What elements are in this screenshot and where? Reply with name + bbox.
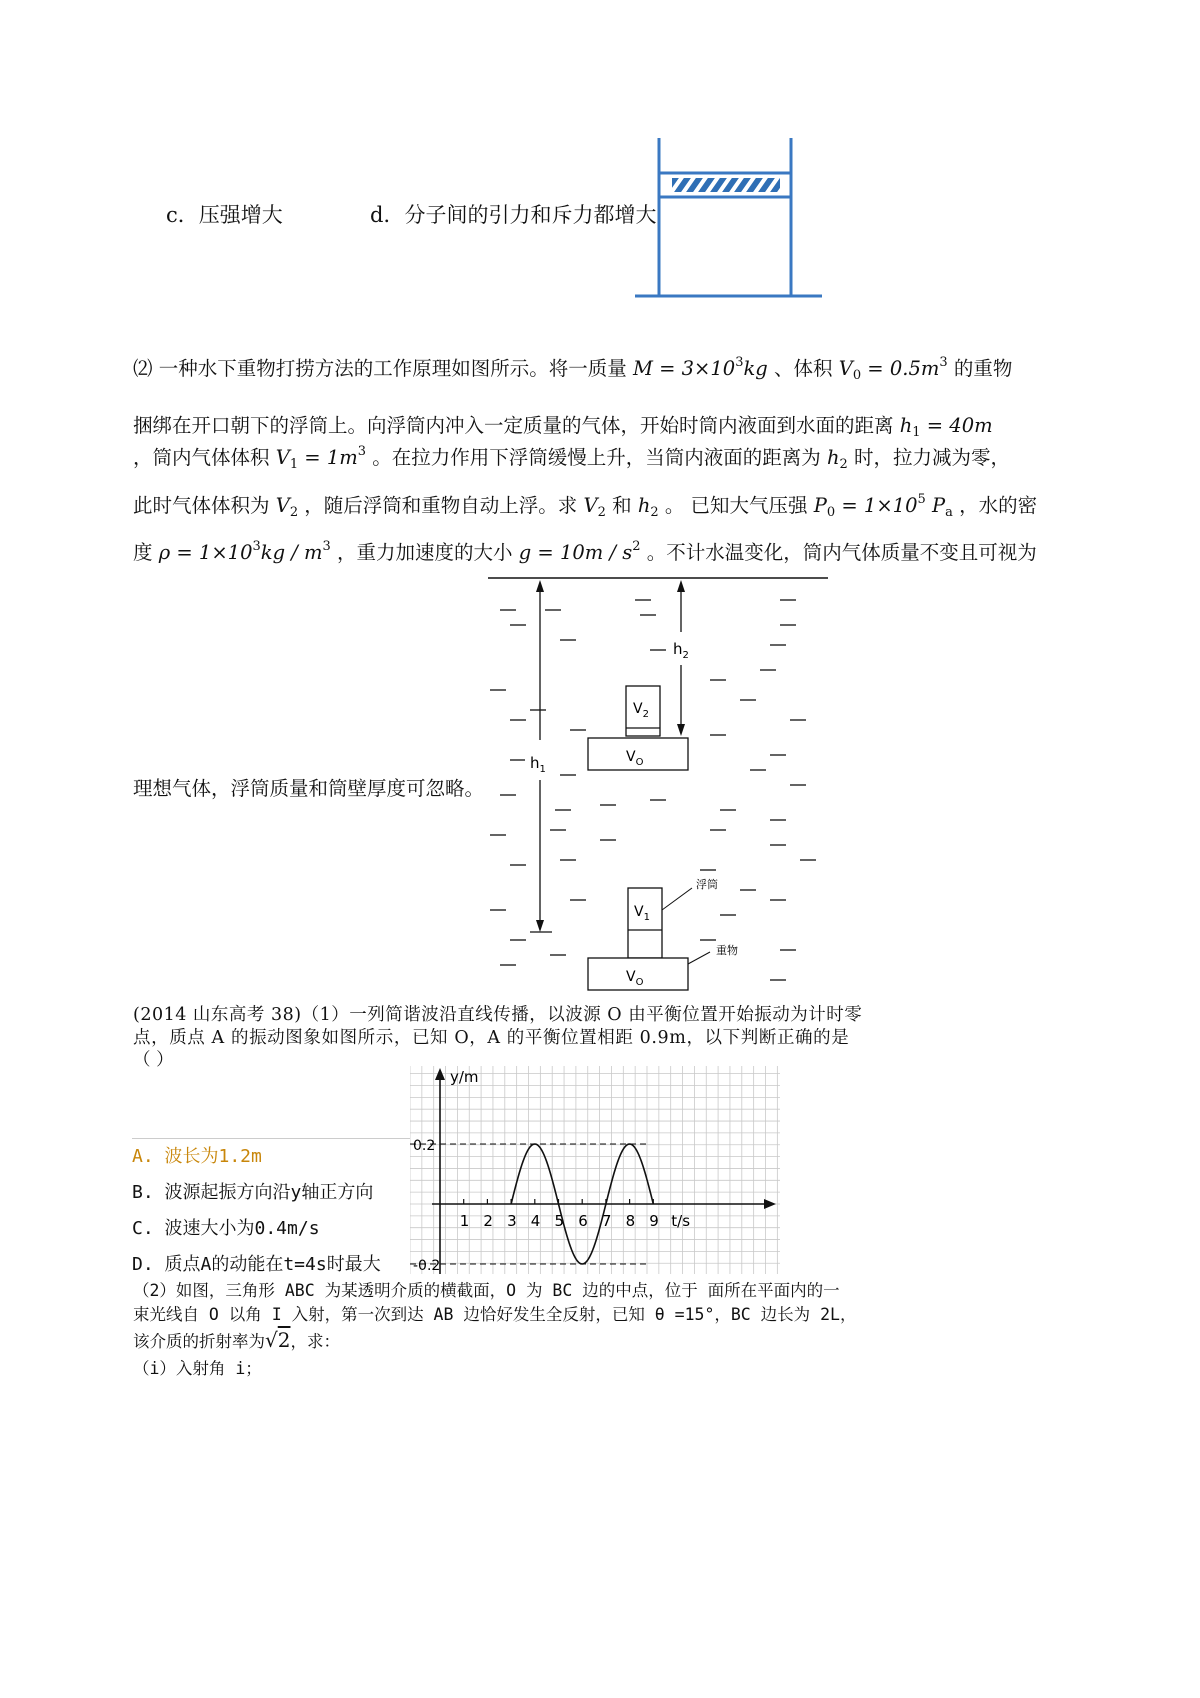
h2-label: $h_2$ <box>673 640 689 661</box>
problem-number: ⑵ <box>133 357 153 380</box>
problem2-line6: 理想气体，浮筒质量和筒壁厚度可忽略。 <box>133 777 485 800</box>
vibration-chart <box>410 1066 780 1274</box>
v0-bottom-label: $V_O$ <box>626 969 644 988</box>
problem4-line3: 该介质的折射率为√2，求： <box>133 1328 340 1352</box>
float-diagram <box>470 570 850 995</box>
x-tick-label: 5 <box>554 1212 565 1230</box>
problem3-line3: （ ） <box>133 1050 174 1070</box>
problem2-line4: 此时气体体积为 $V_2$ ，随后浮筒和重物自动上浮。求 $V_2$ 和 $h_2$ 。 已知大气压强 $P_0 = 1\times 10^5$ $P_a$ ，水的密 <box>133 492 1038 520</box>
problem2-line1: ⑵ 一种水下重物打捞方法的工作原理如图所示。将一质量 $M = 3\times 10^3kg$ 、体积 $V_0 = 0.5m^3$ 的重物 <box>133 355 1013 383</box>
x-tick-label: 6 <box>578 1212 588 1230</box>
x-tick-label: 4 <box>530 1212 541 1230</box>
y-tick-label: -0.2 <box>413 1258 441 1274</box>
problem4-line2: 束光线自 O 以角 I 入射，第一次到达 AB 边恰好发生全反射，已知 θ =15°，BC 边长为 2L， <box>133 1305 857 1324</box>
v2-label: $V_2$ <box>633 701 649 720</box>
problem4-line1: （2）如图，三角形 ABC 为某透明介质的横截面，O 为 BC 边的中点，位于 面所在平面内的一 <box>133 1281 840 1300</box>
y-tick-label: 0.2 <box>413 1138 436 1154</box>
option-c: C. 波速大小为0.4m/s <box>132 1218 320 1239</box>
problem4-line4: （i）入射角 i； <box>133 1359 262 1378</box>
h1-label: $h_1$ <box>530 754 546 775</box>
answer-options <box>132 1138 410 1283</box>
x-tick-label: 9 <box>649 1212 659 1230</box>
weight-label: 重物 <box>716 944 738 957</box>
x-axis-label: t/s <box>671 1212 691 1230</box>
v0-top-label: $V_O$ <box>626 749 644 768</box>
x-tick-label: 7 <box>601 1212 612 1230</box>
arrow-down-icon <box>536 920 544 932</box>
option-a: A. 波长为1.2m <box>132 1146 262 1167</box>
problem2-line2: 捆绑在开口朝下的浮筒上。向浮筒内冲入一定质量的气体，开始时筒内液面到水面的距离 $h_1 = 40m$ <box>133 414 993 440</box>
option-c: c．压强增大 <box>166 203 283 227</box>
option-d: d．分子间的引力和斥力都增大 <box>370 203 657 227</box>
float-label: 浮筒 <box>696 878 718 891</box>
x-tick-label: 2 <box>483 1212 493 1230</box>
arrow-up-icon <box>536 580 544 592</box>
problem2-line5: 度 $\rho = 1\times 10^3kg / m^3$ ，重力加速度的大小 $g = 10m / s^2$ 。不计水温变化，筒内气体质量不变且可视为 <box>133 539 1037 564</box>
y-axis-label: y/m <box>450 1068 479 1086</box>
x-tick-label: 8 <box>625 1212 636 1230</box>
problem2-line3: ，筒内气体体积 $V_1 = 1m^3$ 。在拉力作用下浮筒缓慢上升，当筒内液面的距离为 $h_2$ 时，拉力减为零， <box>133 444 1010 472</box>
piston <box>672 178 780 192</box>
sqrt-symbol: √2 <box>265 1328 291 1352</box>
problem3-line2: 点，质点 A 的振动图象如图所示，已知 O，A 的平衡位置相距 0.9m，以下判断正确的是 <box>133 1028 850 1048</box>
x-tick-label: 3 <box>507 1212 517 1230</box>
problem3-line1: (2014 山东高考 38)（1）一列简谐波沿直线传播，以波源 O 由平衡位置开始振动为计时零 <box>133 1005 863 1025</box>
piston-cylinder-figure <box>630 135 830 305</box>
float-lower <box>628 888 662 958</box>
option-d: D. 质点A的动能在t=4s时最大 <box>132 1254 381 1275</box>
option-b: B. 波源起振方向沿y轴正方向 <box>132 1182 374 1203</box>
x-tick-label: 1 <box>459 1212 470 1230</box>
v1-label: $V_1$ <box>634 904 650 923</box>
